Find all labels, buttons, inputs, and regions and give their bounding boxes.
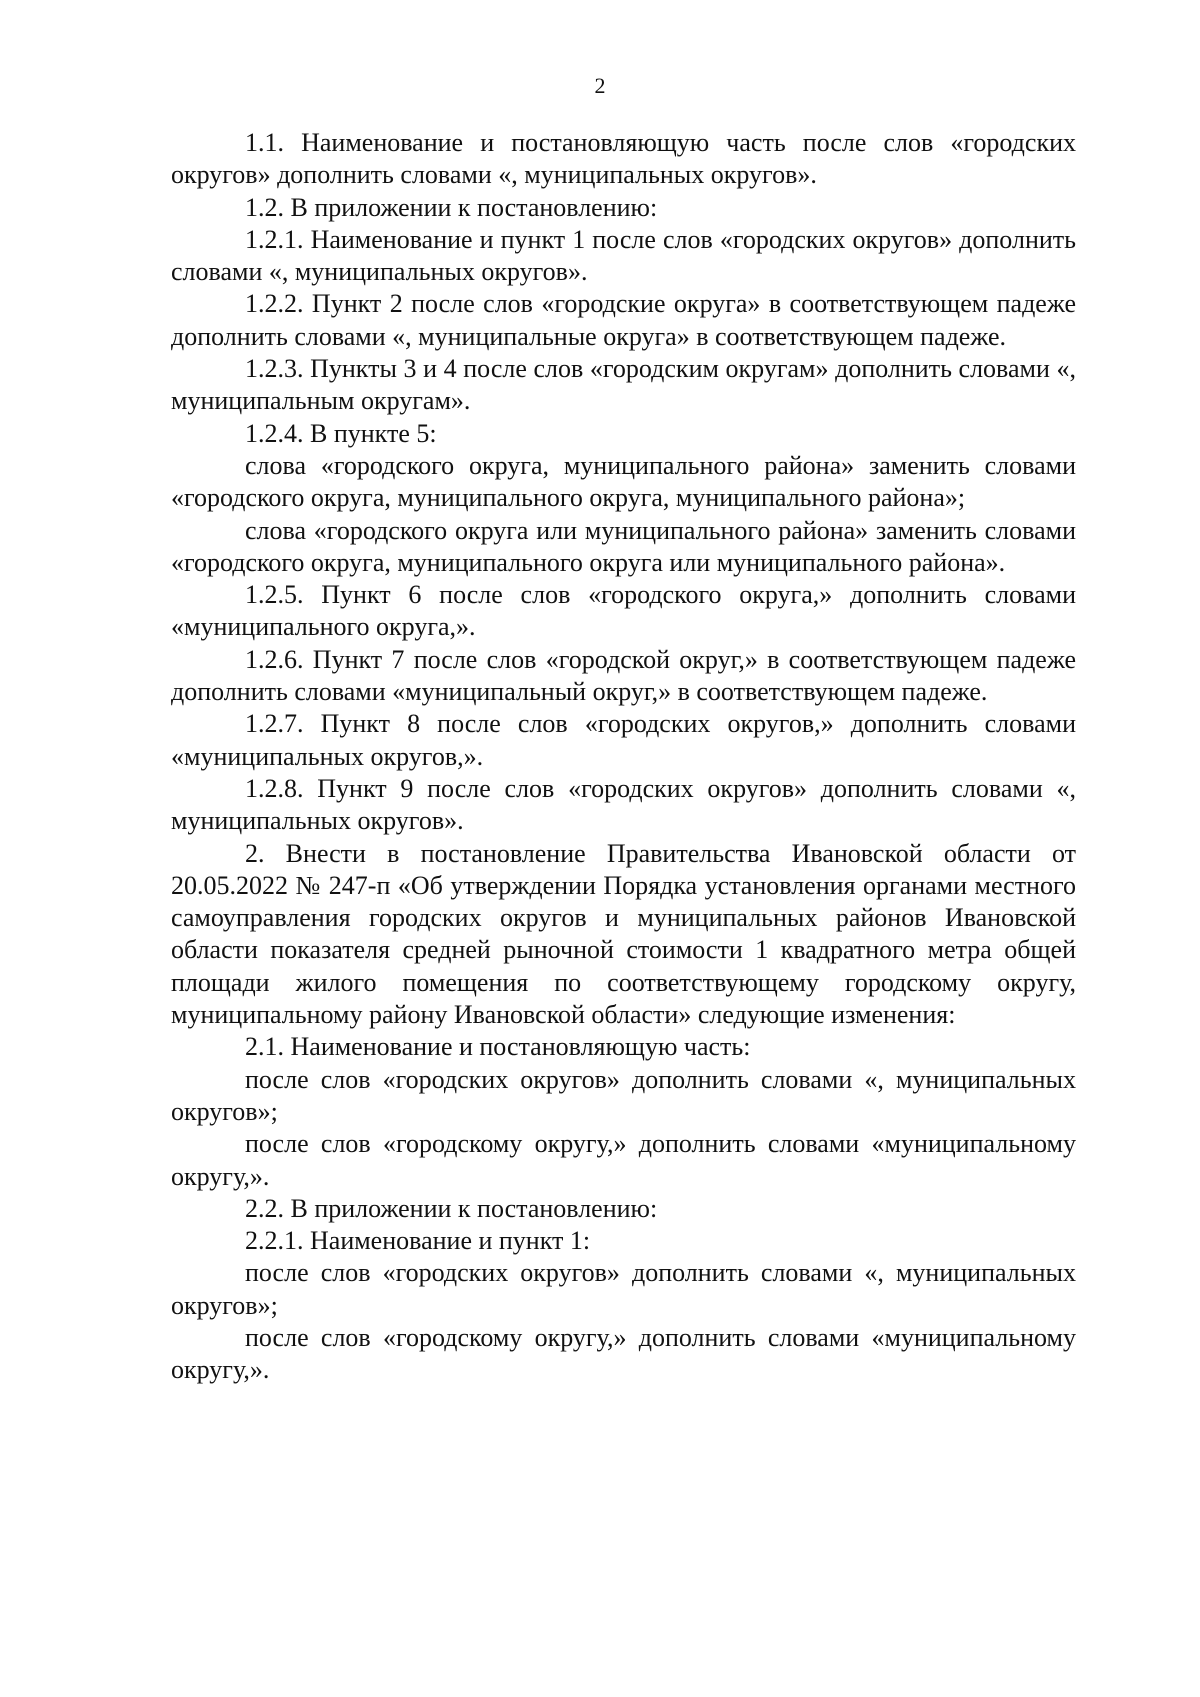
paragraph-1-2-4-item-2: слова «городского округа или муниципального района» заменить словами «городского округа, муниципального округа или муниципального района». bbox=[171, 515, 1076, 577]
paragraph-2-1-item-2: после слов «городскому округу,» дополнить словами «муниципальному округу,». bbox=[171, 1129, 1076, 1191]
paragraph-2: 2. Внести в постановление Правительства Ивановской области от 20.05.2022 № 247-п «Об утверждении Порядка установления органами местного самоуправления городских округов и муниципальных районов Ивановской области показателя средней рыночной стоимости 1 квадратного метра общей площади жилого помещения по соответствующему городскому округу, муниципальному району Ивановской области» следующие изменения: bbox=[171, 838, 1076, 1030]
paragraph-2-2-1: 2.2.1. Наименование и пункт 1: bbox=[245, 1226, 591, 1256]
paragraph-2-1-item-1: после слов «городских округов» дополнить словами «, муниципальных округов»; bbox=[171, 1064, 1076, 1126]
paragraph-2-2-1-item-2: после слов «городскому округу,» дополнить словами «муниципальному округу,». bbox=[171, 1322, 1076, 1385]
paragraph-1-2-3: 1.2.3. Пункты 3 и 4 после слов «городским округам» дополнить словами «, муниципальным округам». bbox=[171, 354, 1076, 416]
paragraph-1-2-8: 1.2.8. Пункт 9 после слов «городских округов» дополнить словами «, муниципальных округов». bbox=[171, 773, 1076, 836]
paragraph-2-1: 2.1. Наименование и постановляющую часть: bbox=[245, 1032, 751, 1062]
document-body bbox=[171, 127, 1076, 1387]
paragraph-1-2-5: 1.2.5. Пункт 6 после слов «городского округа,» дополнить словами «муниципального округа,». bbox=[171, 580, 1076, 642]
paragraph-1-2-7: 1.2.7. Пункт 8 после слов «городских округов,» дополнить словами «муниципальных округов,». bbox=[171, 709, 1076, 771]
paragraph-1-2-2: 1.2.2. Пункт 2 после слов «городские округа» в соответствующем падеже дополнить словами «, муниципальные округа» в соответствующем падеже. bbox=[171, 289, 1076, 351]
paragraph-1-1: 1.1. Наименование и постановляющую часть после слов «городских округов» дополнить словами «, муниципальных округов». bbox=[171, 128, 1076, 190]
paragraph-1-2-4-item-1: слова «городского округа, муниципального района» заменить словами «городского округа, муниципального округа, муниципального района»; bbox=[171, 450, 1076, 513]
paragraph-2-2-1-item-1: после слов «городских округов» дополнить словами «, муниципальных округов»; bbox=[171, 1258, 1076, 1320]
paragraph-1-2-6: 1.2.6. Пункт 7 после слов «городской округ,» в соответствующем падеже дополнить словами «муниципальный округ,» в соответствующем падеже. bbox=[171, 644, 1076, 707]
page-number: 2 bbox=[594, 73, 606, 98]
paragraph-2-2: 2.2. В приложении к постановлению: bbox=[245, 1193, 658, 1223]
paragraph-1-2-1: 1.2.1. Наименование и пункт 1 после слов «городских округов» дополнить словами «, муниципальных округов». bbox=[171, 224, 1076, 287]
paragraph-1-2-4: 1.2.4. В пункте 5: bbox=[245, 418, 437, 448]
paragraph-1-2: 1.2. В приложении к постановлению: bbox=[245, 192, 658, 222]
